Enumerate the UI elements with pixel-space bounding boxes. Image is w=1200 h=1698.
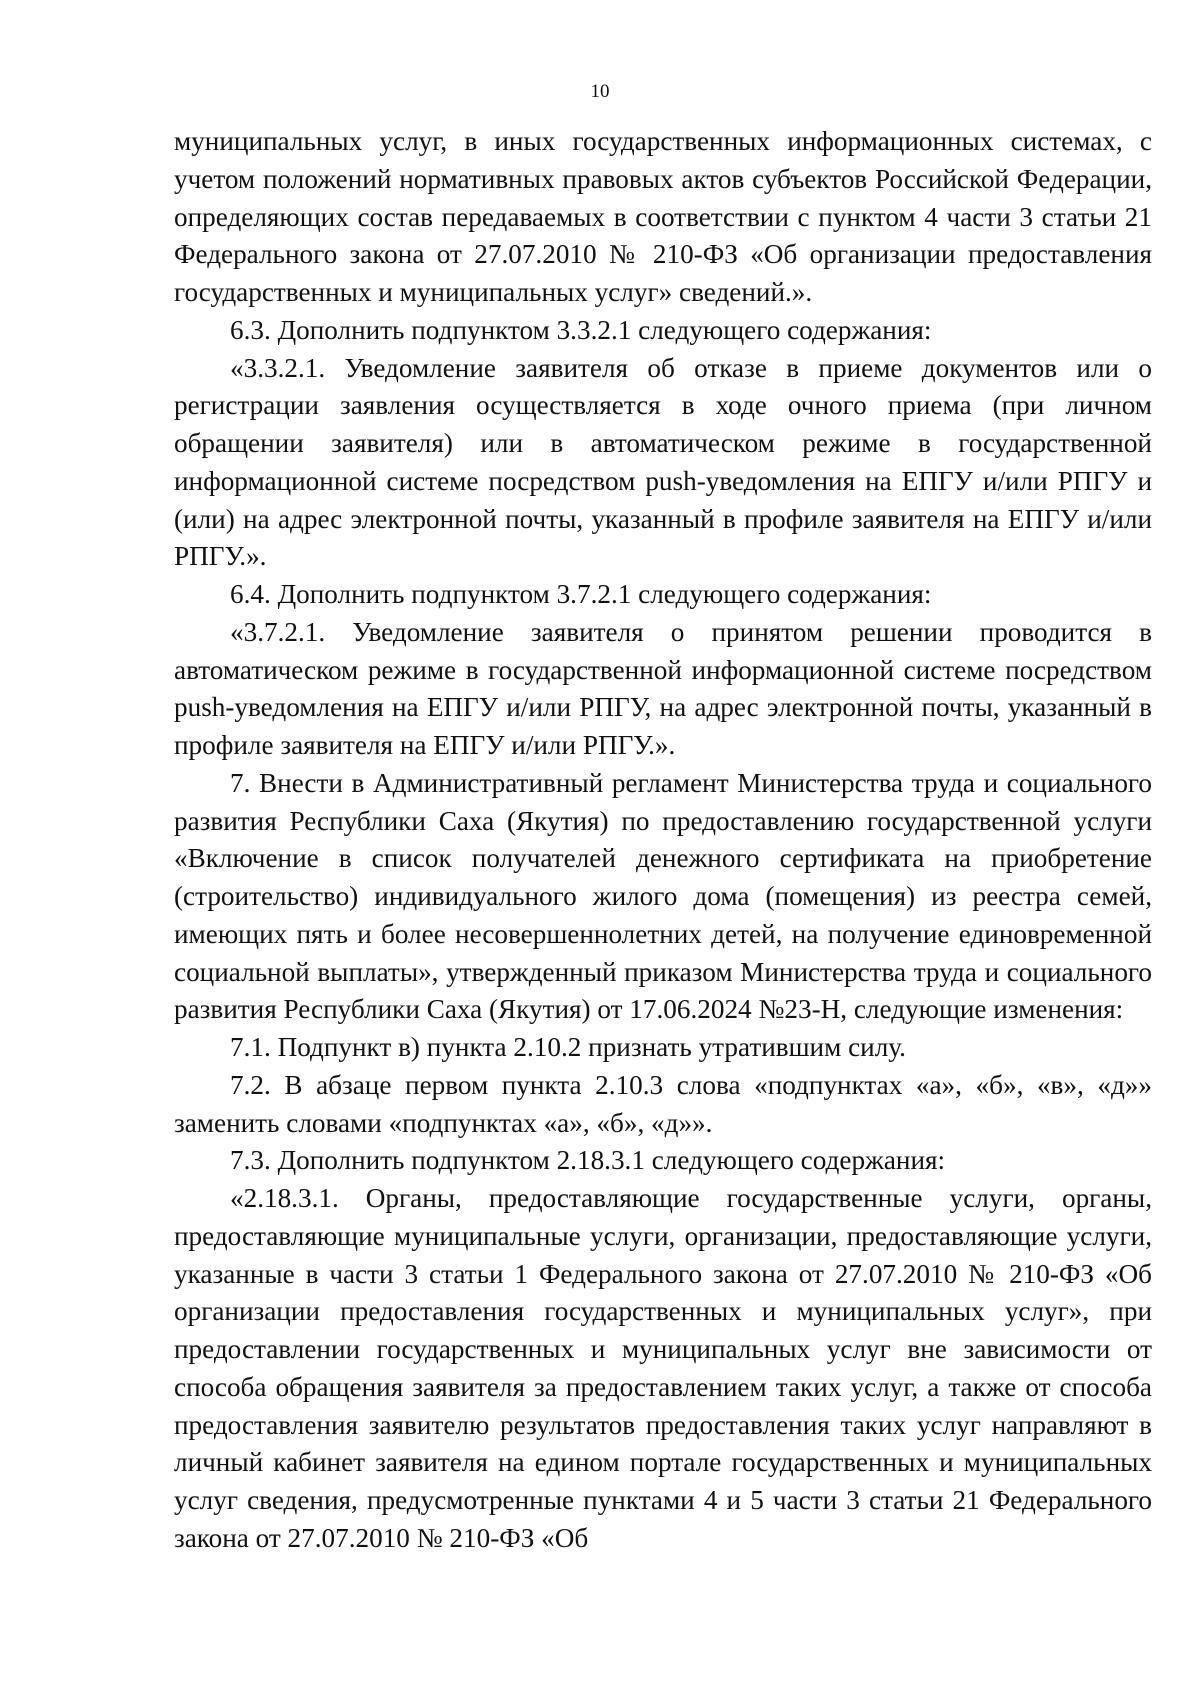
paragraph-6-3: 6.3. Дополнить подпунктом 3.3.2.1 следующего содержания:	[230, 314, 932, 345]
paragraph-6-4: 6.4. Дополнить подпунктом 3.7.2.1 следующего содержания:	[230, 579, 932, 609]
paragraph-7-2: 7.2. В абзаце первом пункта 2.10.3 слова «подпунктах «а», «б», «в», «д»» заменить словами «подпунктах «а», «б», «д»».	[174, 1069, 1152, 1138]
document-body	[174, 123, 1152, 1558]
paragraph-3-7-2-1: «3.7.2.1. Уведомление заявителя о принятом решении проводится в автоматическом режиме в государственной информационной системе посредством push-уведомления на ЕПГУ и/или РПГУ, на адрес электронной почты, указанный в профиле заявителя на ЕПГУ и/или РПГУ.».	[174, 616, 1152, 760]
paragraph-3-3-2-1: «3.3.2.1. Уведомление заявителя об отказе в приеме документов или о регистрации заявления осуществляется в ходе очного приема (при личном обращении заявителя) или в автоматическом режиме в государственной информационной системе посредством push-уведомления на ЕПГУ и/или РПГУ и (или) на адрес электронной почты, указанный в профиле заявителя на ЕПГУ и/или РПГУ.».	[174, 352, 1152, 572]
paragraph-continuation: муниципальных услуг, в иных государственных информационных системах, с учетом положений нормативных правовых актов субъектов Российской Федерации, определяющих состав передаваемых в соответствии с пунктом 4 части 3 статьи 21 Федерального закона от 27.07.2010 № 210-ФЗ «Об организации предоставления государственных и муниципальных услуг» сведений.».	[174, 126, 1152, 307]
paragraph-7-3: 7.3. Дополнить подпунктом 2.18.3.1 следующего содержания:	[230, 1145, 946, 1176]
paragraph-2-18-3-1: «2.18.3.1. Органы, предоставляющие государственные услуги, органы, предоставляющие муниципальные услуги, организации, предоставляющие услуги, указанные в части 3 статьи 1 Федерального закона от 27.07.2010 № 210-ФЗ «Об организации предоставления государственных и муниципальных услуг», при предоставлении государственных и муниципальных услуг вне зависимости от способа обращения заявителя за предоставлением таких услуг, а также от способа предоставления заявителю результатов предоставления таких услуг направляют в личный кабинет заявителя на едином портале государственных и муниципальных услуг сведения, предусмотренные пунктами 4 и 5 части 3 статьи 21 Федерального закона от 27.07.2010 № 210-ФЗ «Об	[174, 1183, 1152, 1553]
paragraph-7: 7. Внести в Административный регламент Министерства труда и социального развития Республики Саха (Якутия) по предоставлению государственной услуги «Включение в список получателей денежного сертификата на приобретение (строительство) индивидуального жилого дома (помещения) из реестра семей, имеющих пять и более несовершеннолетних детей, на получение единовременной социальной выплаты», утвержденный приказом Министерства труда и социального развития Республики Саха (Якутия) от 17.06.2024 №23-Н, следующие изменения:	[174, 767, 1152, 1025]
page-number: 10	[590, 81, 610, 102]
paragraph-7-1: 7.1. Подпункт в) пункта 2.10.2 признать утратившим силу.	[230, 1032, 906, 1062]
